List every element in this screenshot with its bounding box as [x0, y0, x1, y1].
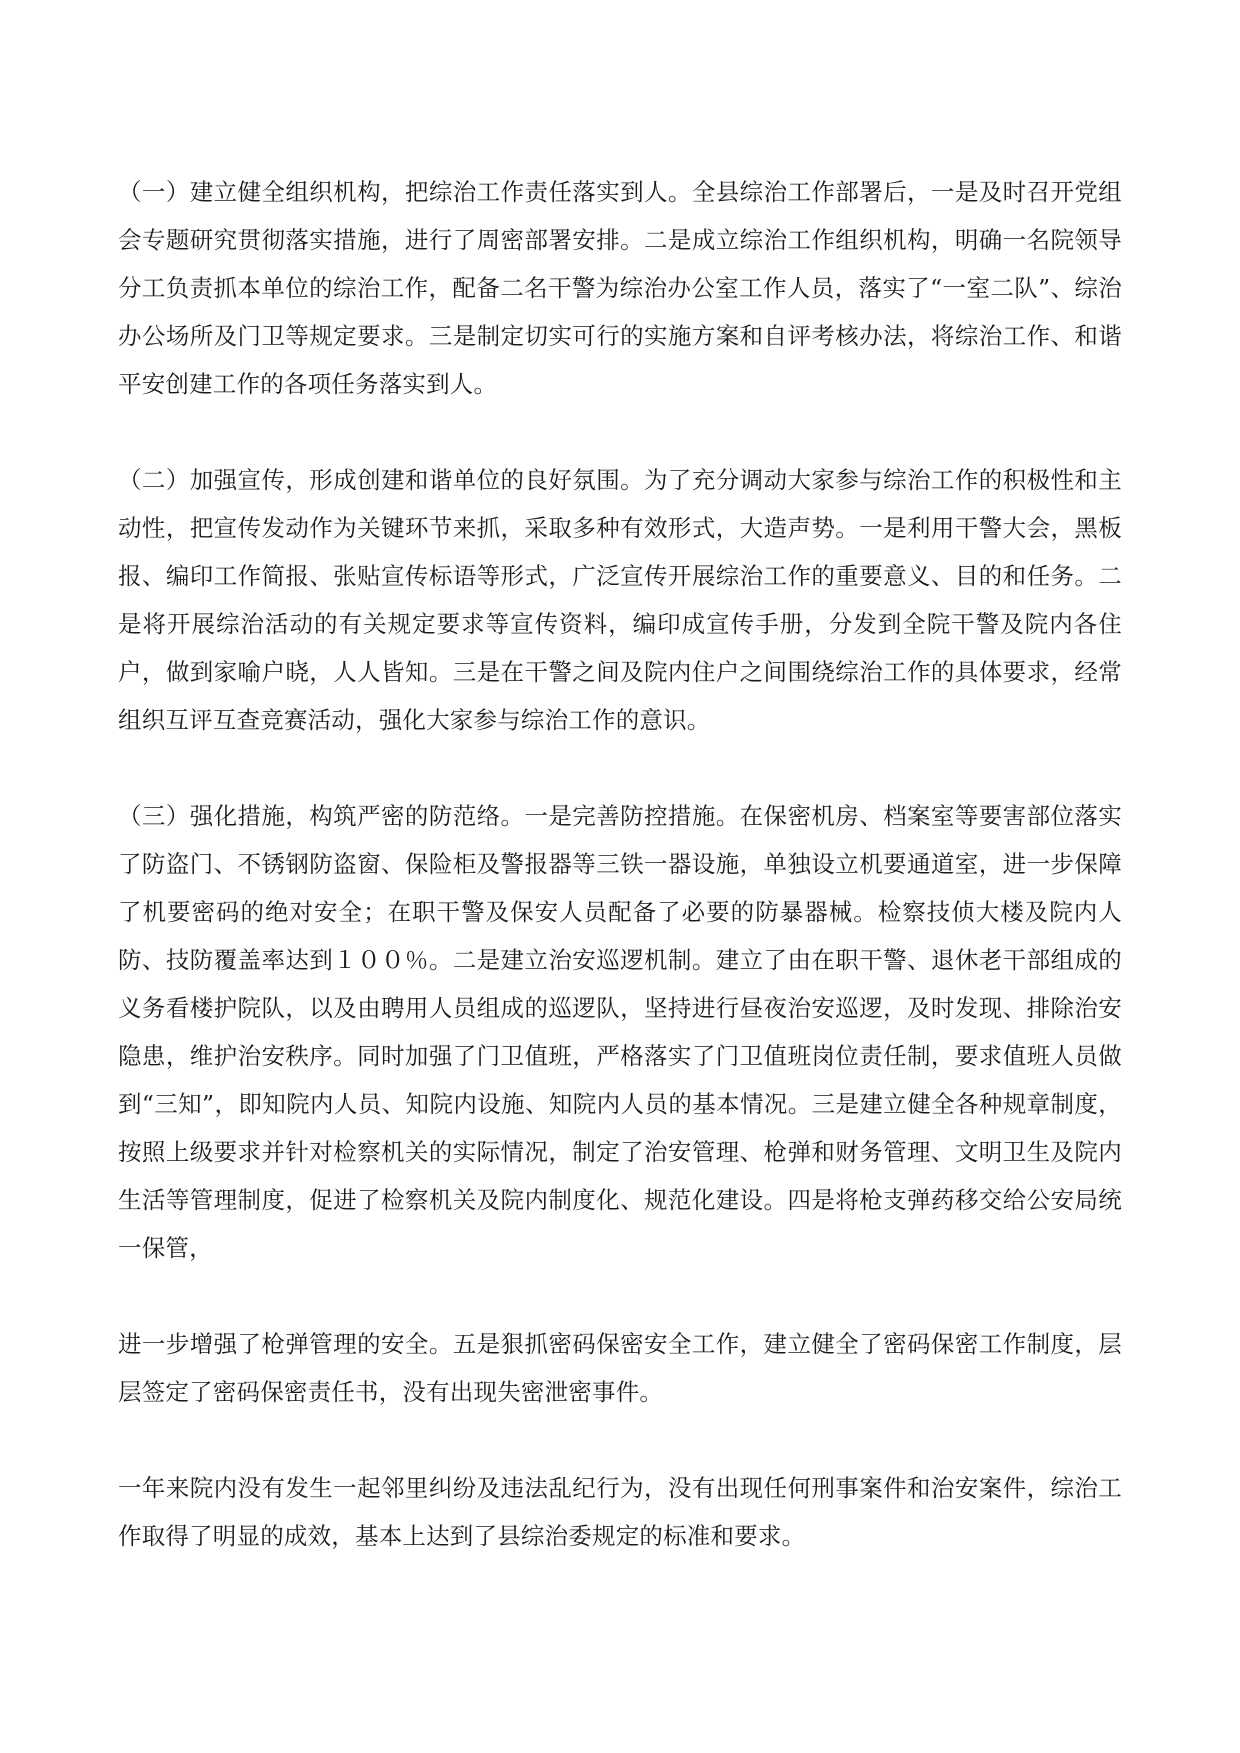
- paragraph-firearms-security: 进一步增强了枪弹管理的安全。五是狠抓密码保密安全工作，建立健全了密码保密工作制度，层层签定了密码保密责任书，没有出现失密泄密事件。: [118, 1330, 1122, 1406]
- paragraph-publicity: （二）加强宣传，形成创建和谐单位的良好氛围。为了充分调动大家参与综治工作的积极性和主动性，把宣传发动作为关键环节来抓，采取多种有效形式，大造声势。一是利用干警大会，黑板报、编印工作简报、张贴宣传标语等形式，广泛宣传开展综治工作的重要意义、目的和任务。二是将开展综治活动的有关规定要求等宣传资料，编印成宣传手册，分发到全院干警及院内各住户，做到家喻户晓，人人皆知。三是在干警之间及院内住户之间围绕综治工作的具体要求，经常组织互评互查竞赛活动，强化大家参与综治工作的意识。: [118, 466, 1122, 734]
- paragraph-measures: （三）强化措施，构筑严密的防范络。一是完善防控措施。在保密机房、档案室等要害部位落实了防盗门、不锈钢防盗窗、保险柜及警报器等三铁一器设施，单独设立机要通道室，进一步保障了机要密码的绝对安全；在职干警及保安人员配备了必要的防暴器械。检察技侦大楼及院内人防、技防覆盖率达到１００％。二是建立治安巡逻机制。建立了由在职干警、退休老干部组成的义务看楼护院队，以及由聘用人员组成的巡逻队，坚持进行昼夜治安巡逻，及时发现、排除治安隐患，维护治安秩序。同时加强了门卫值班，严格落实了门卫值班岗位责任制，要求值班人员做到“三知”，即知院内人员、知院内设施、知院内人员的基本情况。三是建立健全各种规章制度，按照上级要求并针对检察机关的实际情况，制定了治安管理、枪弹和财务管理、文明卫生及院内生活等管理制度，促进了检察机关及院内制度化、规范化建设。四是将枪支弹药移交给公安局统一保管，: [118, 802, 1122, 1262]
- paragraph-organization: （一）建立健全组织机构，把综治工作责任落实到人。全县综治工作部署后，一是及时召开党组会专题研究贯彻落实措施，进行了周密部署安排。二是成立综治工作组织机构，明确一名院领导分工负责抓本单位的综治工作，配备二名干警为综治办公室工作人员，落实了“一室二队”、综治办公场所及门卫等规定要求。三是制定切实可行的实施方案和自评考核办法，将综治工作、和谐平安创建工作的各项任务落实到人。: [118, 178, 1122, 398]
- paragraph-summary: 一年来院内没有发生一起邻里纠纷及违法乱纪行为，没有出现任何刑事案件和治安案件，综治工作取得了明显的成效，基本上达到了县综治委规定的标准和要求。: [118, 1474, 1122, 1550]
- document-body: [118, 168, 1122, 1560]
